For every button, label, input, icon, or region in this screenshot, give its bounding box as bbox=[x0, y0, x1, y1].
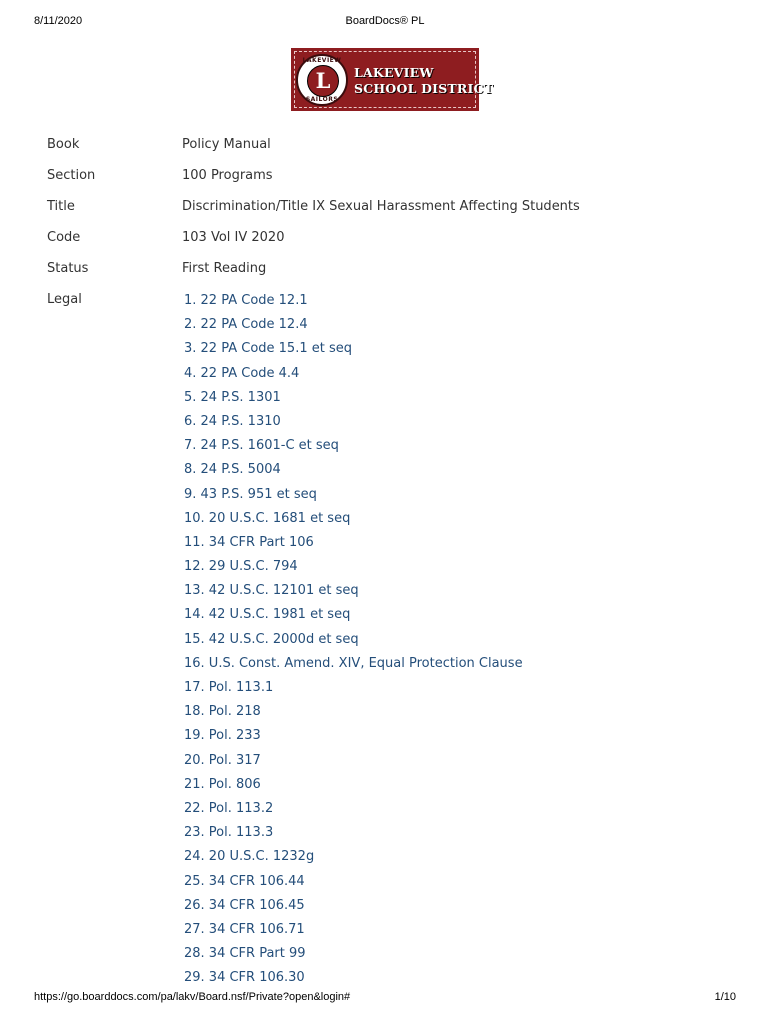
field-section-value: 100 Programs bbox=[182, 168, 273, 183]
legal-reference-link[interactable]: 11. 34 CFR Part 106 bbox=[184, 534, 314, 550]
legal-reference-link[interactable]: 3. 22 PA Code 15.1 et seq bbox=[184, 341, 352, 357]
legal-reference-link[interactable]: 7. 24 P.S. 1601-C et seq bbox=[184, 438, 339, 454]
legal-reference-link[interactable]: 8. 24 P.S. 5004 bbox=[184, 462, 281, 478]
legal-reference-link[interactable]: 28. 34 CFR Part 99 bbox=[184, 946, 306, 962]
district-logo bbox=[291, 48, 494, 111]
legal-reference-link[interactable]: 23. Pol. 113.3 bbox=[184, 825, 274, 841]
legal-reference-link[interactable]: 6. 24 P.S. 1310 bbox=[184, 413, 281, 429]
legal-reference-link[interactable]: 25. 34 CFR 106.44 bbox=[184, 873, 305, 889]
legal-reference-link[interactable]: 27. 34 CFR 106.71 bbox=[184, 921, 305, 937]
print-date: 8/11/2020 bbox=[34, 15, 83, 27]
legal-reference-link[interactable]: 24. 20 U.S.C. 1232g bbox=[184, 849, 315, 865]
legal-reference-link[interactable]: 5. 24 P.S. 1301 bbox=[184, 389, 281, 405]
legal-reference-link[interactable]: 9. 43 P.S. 951 et seq bbox=[184, 486, 317, 502]
legal-reference-link[interactable]: 4. 22 PA Code 4.4 bbox=[184, 365, 300, 381]
logo-line2: SCHOOL DISTRICT bbox=[354, 81, 494, 96]
field-title-value: Discrimination/Title IX Sexual Harassment Affecting Students bbox=[182, 199, 580, 214]
footer-url: https://go.boarddocs.com/pa/lakv/Board.nsf/Private?open&login# bbox=[34, 991, 351, 1003]
footer-page-number: 1/10 bbox=[714, 991, 736, 1003]
legal-reference-link[interactable]: 29. 34 CFR 106.30 bbox=[184, 970, 305, 986]
legal-reference-link[interactable]: 18. Pol. 218 bbox=[184, 704, 261, 720]
field-book-value: Policy Manual bbox=[182, 137, 271, 152]
field-title-label: Title bbox=[47, 199, 75, 214]
legal-reference-link[interactable]: 16. U.S. Const. Amend. XIV, Equal Protection Clause bbox=[184, 655, 523, 671]
legal-reference-link[interactable]: 19. Pol. 233 bbox=[184, 728, 261, 744]
legal-reference-link[interactable]: 26. 34 CFR 106.45 bbox=[184, 897, 305, 913]
legal-reference-link[interactable]: 22. Pol. 113.2 bbox=[184, 800, 274, 816]
logo-seal bbox=[296, 54, 348, 106]
legal-reference-link[interactable]: 12. 29 U.S.C. 794 bbox=[184, 559, 298, 575]
legal-reference-link[interactable]: 13. 42 U.S.C. 12101 et seq bbox=[184, 583, 359, 599]
logo-letter: L bbox=[307, 65, 339, 97]
field-section-label: Section bbox=[47, 168, 96, 183]
print-title: BoardDocs® PL bbox=[345, 15, 425, 27]
legal-reference-link[interactable]: 1. 22 PA Code 12.1 bbox=[184, 293, 308, 308]
logo-seal-top-text: LAKEVIEW bbox=[302, 57, 342, 64]
field-legal-label: Legal bbox=[47, 292, 82, 307]
field-status-label: Status bbox=[47, 261, 89, 276]
legal-reference-link[interactable]: 14. 42 U.S.C. 1981 et seq bbox=[184, 607, 351, 623]
field-book-label: Book bbox=[47, 137, 80, 152]
legal-reference-link[interactable]: 2. 22 PA Code 12.4 bbox=[184, 317, 308, 333]
field-status-value: First Reading bbox=[182, 261, 267, 276]
field-code-value: 103 Vol IV 2020 bbox=[182, 230, 285, 245]
logo-line1: LAKEVIEW bbox=[354, 65, 434, 80]
logo-seal-bottom-text: SAILORS bbox=[305, 96, 339, 103]
legal-reference-link[interactable]: 17. Pol. 113.1 bbox=[184, 680, 274, 695]
legal-reference-link[interactable]: 15. 42 U.S.C. 2000d et seq bbox=[184, 631, 359, 647]
legal-reference-link[interactable]: 10. 20 U.S.C. 1681 et seq bbox=[184, 510, 351, 526]
legal-reference-link[interactable]: 20. Pol. 317 bbox=[184, 752, 261, 768]
legal-reference-link[interactable]: 21. Pol. 806 bbox=[184, 776, 261, 792]
legal-references-list bbox=[184, 293, 523, 994]
field-code-label: Code bbox=[47, 230, 81, 245]
